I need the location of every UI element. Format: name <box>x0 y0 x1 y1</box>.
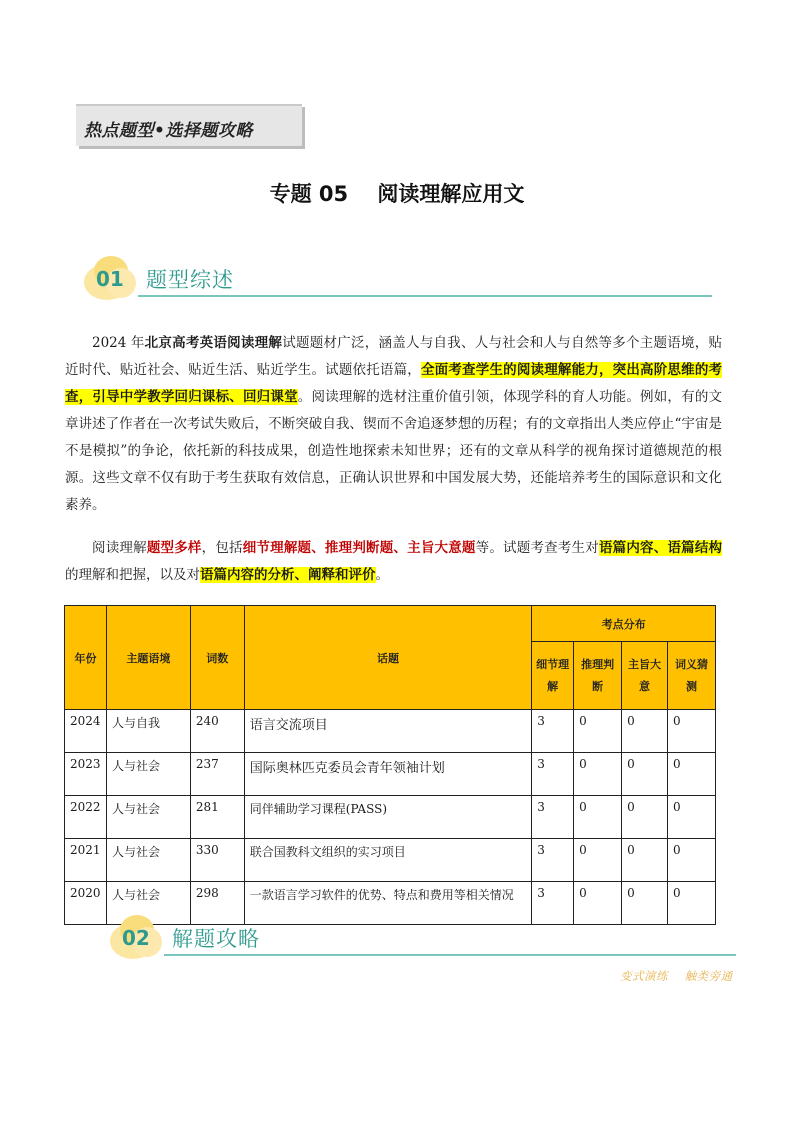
cell-main-idea: 0 <box>622 839 668 882</box>
cell-inference: 0 <box>574 753 622 796</box>
section-divider <box>164 954 736 956</box>
text-span: 2024 年 <box>92 335 145 351</box>
header-tag-label: 热点题型•选择题攻略 <box>84 121 253 141</box>
highlighted-text: 全面考查学生的阅读理解能力，突出高阶思维的考查，引导中学教学回归课标、回归课堂 <box>65 362 723 405</box>
cell-words: 281 <box>190 796 244 839</box>
cell-vocab: 0 <box>667 753 715 796</box>
exam-topic-table <box>64 605 716 925</box>
cell-topic: 联合国教科文组织的实习项目 <box>244 839 531 882</box>
cell-theme: 人与社会 <box>106 882 190 925</box>
text-span: 。 <box>375 567 389 583</box>
cell-vocab: 0 <box>667 839 715 882</box>
header-year: 年份 <box>65 606 107 710</box>
header-vocab: 词义猜测 <box>667 642 715 710</box>
cell-topic: 国际奥林匹克委员会青年领袖计划 <box>244 753 531 796</box>
table-row <box>65 839 716 882</box>
cell-main-idea: 0 <box>622 882 668 925</box>
text-span: ，包括 <box>201 540 243 556</box>
section-number: 01 <box>96 267 124 291</box>
cell-detail: 3 <box>532 882 574 925</box>
text-span: 。阅读理解的选材注重价值引领，体现学科的育人功能。例如，有的文章讲述了作者在一次考试失败后，不断突破自我、锲而不舍追逐梦想的历程；有的文章指出人类应停止“宇宙是不是模拟”的争论，依托新的科技成果，创造性地探索未知世界；还有的文章从科学的视角探讨道德规范的根源。这些文章不仅有助于考生获取有效信息，正确认识世界和中国发展大势，还能培养考生的国际意识和文化素养。 <box>65 389 723 513</box>
section-divider <box>138 295 712 297</box>
table-row <box>65 753 716 796</box>
cell-inference: 0 <box>574 882 622 925</box>
cell-detail: 3 <box>532 839 574 882</box>
cell-words: 298 <box>190 882 244 925</box>
section-title: 解题攻略 <box>172 927 260 951</box>
header-detail: 细节理解 <box>532 642 574 710</box>
highlighted-text: 语篇内容的分析、阐释和评价 <box>200 567 376 583</box>
cell-theme: 人与自我 <box>106 710 190 753</box>
cell-detail: 3 <box>532 796 574 839</box>
header-question-distribution: 考点分布 <box>532 606 716 642</box>
text-span: 的理解和把握，以及对 <box>65 567 200 583</box>
text-span: 等。试题考查考生对 <box>475 540 599 556</box>
footer-note: 变式演练 触类旁通 <box>620 969 733 983</box>
header-word-count: 词数 <box>190 606 244 710</box>
text-span: 试题题材广泛，涵盖人与自我、人与社会和人与自然等多个主题语境，贴近时代、贴近社会、贴近生活、贴近学生。试题依托语篇， <box>65 335 723 378</box>
cell-year: 2020 <box>65 882 107 925</box>
header-tag <box>76 104 302 146</box>
cell-detail: 3 <box>532 753 574 796</box>
section-badge <box>106 915 162 959</box>
cell-theme: 人与社会 <box>106 753 190 796</box>
header-main-idea: 主旨大意 <box>622 642 668 710</box>
section-title: 题型综述 <box>146 268 234 292</box>
cell-words: 330 <box>190 839 244 882</box>
page-title: 专题 05 阅读理解应用文 <box>269 182 525 206</box>
cell-year: 2024 <box>65 710 107 753</box>
cell-topic: 一款语言学习软件的优势、特点和费用等相关情况 <box>244 882 531 925</box>
cell-detail: 3 <box>532 710 574 753</box>
cell-vocab: 0 <box>667 796 715 839</box>
table-row <box>65 796 716 839</box>
paragraph-question-types <box>65 535 722 589</box>
highlighted-text: 语篇内容、语篇结构 <box>598 540 723 556</box>
cell-topic: 语言交流项目 <box>244 710 531 753</box>
cell-theme: 人与社会 <box>106 796 190 839</box>
section-badge <box>80 256 136 300</box>
paragraph-overview <box>65 330 722 519</box>
cell-main-idea: 0 <box>622 796 668 839</box>
cell-vocab: 0 <box>667 710 715 753</box>
cell-inference: 0 <box>574 796 622 839</box>
cell-year: 2022 <box>65 796 107 839</box>
cell-main-idea: 0 <box>622 753 668 796</box>
cell-main-idea: 0 <box>622 710 668 753</box>
cell-words: 237 <box>190 753 244 796</box>
header-theme: 主题语境 <box>106 606 190 710</box>
cell-topic: 同伴辅助学习课程(PASS) <box>244 796 531 839</box>
red-text: 题型多样 <box>146 540 202 556</box>
cell-theme: 人与社会 <box>106 839 190 882</box>
text-span: 阅读理解 <box>92 540 147 556</box>
table-row <box>65 710 716 753</box>
header-topic: 话题 <box>244 606 531 710</box>
cell-year: 2023 <box>65 753 107 796</box>
cell-vocab: 0 <box>667 882 715 925</box>
header-inference: 推理判断 <box>574 642 622 710</box>
cell-inference: 0 <box>574 839 622 882</box>
red-text: 细节理解题、推理判断题、主旨大意题 <box>242 540 476 556</box>
text-span-bold: 北京高考英语阅读理解 <box>144 335 283 351</box>
cell-year: 2021 <box>65 839 107 882</box>
cell-inference: 0 <box>574 710 622 753</box>
section-number: 02 <box>122 926 150 950</box>
cell-words: 240 <box>190 710 244 753</box>
